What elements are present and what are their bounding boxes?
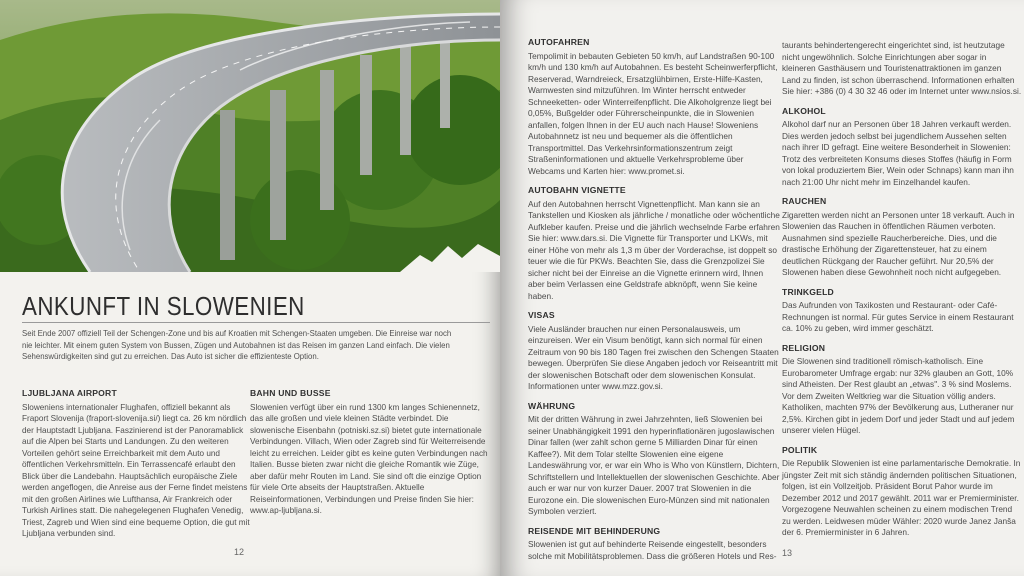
section-text: Slowenien ist gut auf behinderte Reisende eingestellt, besonders solche mit Mobilitätsproblemen. Dass die größeren Hotels und Res- — [528, 539, 777, 561]
highway-viaduct-photo — [0, 0, 500, 272]
section-text: Die Slowenen sind traditionell römisch-katholisch. Eine Eurobarometer Umfrage ergab: nur 32% glauben an Gott, 10% sind Atheisten. Der Rest glaubt an „etwas". 3 % sind Moslems. Vor dem Zweiten Weltkrieg war die Situation völlig anders. Katholiken, machten 97% der Bevölkerung aus, Lutheraner nur 2,5%. Kirchen gibt in jedem Dorf und jeder Stadt und auf jedem unserer vielen Hügel. — [782, 356, 1015, 435]
section-text: Mit der dritten Währung in zwei Jahrzehnten, ließ Slowenien bei seiner Unabhängigkeit 1991 den hyperinflationären jugoslawischen Dinar fallen (wer zahlt schon gerne 5 Milliarden Dinar für einen Kaffee?). Mit dem Tolar stellte Slowenien eine eigene Landeswährung vor, er war ein Who is Who von Künstlern, Dichtern, Schriftstellern und Intellektuellen der slowenischen Geschichte. Aber auch er war nur von kurzer Dauer. 2007 trat Slowenien in die Eurozone ein. Die slowenischen Euro-Münzen sind mit nationalen Symbolen verziert. — [528, 414, 780, 516]
page-number: 12 — [234, 547, 245, 557]
section-text: Zigaretten werden nicht an Personen unter 18 verkauft. Auch in Slowenien das Rauchen in öffentlichen Räumen verboten. Ausnahmen sind spezielle Raucherbereiche. Dies, und die drastische Erhöhung der Zigarettensteuer, hat zu einem deutlichen Rückgang der Raucher geführt. Nur 20,5% der Slowenen haben diese Gewohnheit noch nicht aufgegeben. — [782, 209, 1015, 277]
section-visas — [528, 310, 780, 393]
section-text: Sloweniens internationaler Flughafen, offiziell bekannt als Fraport Slovenija (fraport-slovenija.si/) liegt ca. 26 km nördlich der Hauptstadt Ljubljana. Faszinierend ist der Panoramablick auf die Alpen bei Starts und Landungen. Zu den weiteren Vorteilen gehört seine Erreichbarkeit mit dem Auto und öffentlichen Verkehrsmitteln. Ein Terrassencafé erlaubt den Blick über die Landebahn. Hauptsächlich europäische Ziele werden angeflogen, die Anreise aus der Ferne findet meistens mit den großen Airlines wie Lufthansa, Air Frankreich oder Turkish Airlines statt. Die nahegelegenen Flughafen Venedig, Triest, Zagreb und Wien sind eine bequeme Option, die gut mit Ljubljana verbunden sind. — [22, 402, 250, 538]
section-text: Auf den Autobahnen herrscht Vignettenpflicht. Man kann sie an Tankstellen und Kiosken als jährliche / monatliche oder wöchentliche Aufkleber kaufen. Preise und die jährlich wechselnde Farbe erfahren Sie hier: www.dars.si. Die Vignette für Transporter und LKWs, mit einer Höhe von mehr als 1,3 m über der Vorderachse, ist doppelt so teuer wie die für PKWs. Beachten Sie, dass die Grenzpolizei Sie sicher nicht bei der Einreise an die Vignette erinnern wird, Ihnen aber beim Verlassen eine Geldstrafe abknöpft, wenn Sie keine haben. — [528, 198, 780, 301]
section-heading: LJUBLJANA AIRPORT — [22, 388, 117, 398]
intro-paragraph: Seit Ende 2007 offiziell Teil der Schengen-Zone und bis auf Kroatien mit Schengen-Staaten umgeben. Die Einreise war noch nie leichter. Mit einem guten System von Bussen, Zügen und Autobahnen ist das Reisen im ganzen Land einfach. Die vielen Sehenswürdigkeiten sind gut zu erreichen. Das Auto ist sicher die effizienteste Option. — [22, 328, 452, 362]
section-text: Viele Ausländer brauchen nur einen Personalausweis, um einzureisen. Wer ein Visum benötigt, kann sich normal für einen Zeitraum von 90 bis 180 Tagen frei zwischen den Schengen Staaten bewegen. Überprüfen Sie diese Angaben jedoch vor Reiseantritt mit der slowenischen Botschaft oder dem slowenischen Konsulat. Informationen unter www.mzz.gov.si. — [528, 323, 779, 391]
section-heading: RAUCHEN — [782, 196, 827, 206]
section-text: Die Republik Slowenien ist eine parlamentarische Demokratie. In jüngster Zeit mit sich ständig ändernden politischen Situationen, folgen, ist ein Vollzeitjob. Präsident Borut Pahor wurde im Dezember 2012 und 2017 gewählt. 2011 war er Premierminister. Vorgezogene Neuwahlen scheinen zu einem modischen Trend zu werden. Leidwesen müder Wähler: 2020 wurde Janez Janša der 6. Premierminister in 6 Jahren. — [782, 458, 1021, 537]
left-page — [0, 0, 500, 576]
section-politics — [782, 445, 1022, 539]
page-number: 13 — [782, 548, 793, 558]
section-text: Alkohol darf nur an Personen über 18 Jahren verkauft werden. Dies werden jedoch selbst bei jugendlichem Aussehen selten nach ihrer ID gefragt. Eine weitere Besonderheit in Slowenien: Trotz des verbreiteten Konsums dieses Stoffes (häufig in Form von lokal produziertem Bier, Wein oder Schnaps) kann man ihn nach 21:00 Uhr nicht mehr im Einzelhandel kaufen. — [782, 119, 1014, 187]
section-heading: RELIGION — [782, 342, 826, 353]
page-title: ANKUNFT IN SLOWENIEN — [22, 291, 305, 321]
section-tipping — [782, 287, 1022, 335]
section-heading: WÄHRUNG — [528, 400, 576, 411]
section-airport — [22, 388, 250, 540]
section-heading: AUTOFAHREN — [528, 37, 590, 47]
section-driving — [528, 37, 780, 177]
section-vignette — [528, 185, 780, 302]
section-heading: TRINKGELD — [782, 286, 834, 297]
section-disabled-travellers — [528, 526, 780, 563]
section-smoking — [782, 196, 1022, 279]
section-heading: VISAS — [528, 310, 555, 320]
section-religion — [782, 343, 1022, 437]
section-train-bus — [250, 388, 488, 517]
section-text: taurants behindertengerecht eingerichtet sind, ist heutzutage nicht ungewöhnlich. Solche Einrichtungen aber sogar in kleineren Gasthäusern und Touristenattraktionen im ganzen Land zu finden, ist schon überraschend. Informationen erhalten Sie hier: +386 (0) 4 30 32 46 oder im Internet unter www.nsios.si. — [782, 40, 1022, 96]
section-text: Tempolimit in bebauten Gebieten 50 km/h, auf Landstraßen 90-100 km/h und 130 km/h auf Autobahnen. Es besteht Scheinwerferpflicht, Reserverad, Warndreieck, Ersatzglühbirnen, Erste-Hilfe-Kasten, Warnwesten sind mitzuführen. Im Winter herrscht entweder Schneeketten- oder Winterreifenpflicht. Die Alkoholgrenze liegt bei 0,05%, Bußgelder oder Führerscheinpunkte, die in Slowenien anfallen, folgen Ihnen in der EU auch nach Hause! Sloweniens Autobahnnetz ist neu und bequemer als die öffentlichen Transportmittel. Das Verkehrsinformationszentrum zeigt Straßeninformationen und aktuelle Verkehrsprobleme über Webcams und Karten hier: www.promet.si. — [528, 50, 778, 176]
section-heading: POLITIK — [782, 444, 818, 455]
right-column-b — [782, 40, 1022, 547]
section-continued — [782, 40, 1022, 98]
section-heading: BAHN UND BUSSE — [250, 388, 331, 398]
right-page — [500, 0, 1024, 576]
section-alcohol — [782, 106, 1022, 189]
section-text: Slowenien verfügt über ein rund 1300 km langes Schienennetz, das alle großen und viele kleinen Städte verbindet. Die slowenische Eisenbahn (potniski.sz.si) bietet gute internationale Verbindungen. Villach, Wien oder Zagreb sind für Weiterreisende leicht zu erreichen. Leider gibt es keine guten Verbindungen nach Italien. Busse bieten zwar nicht die gleiche Romantik wie Züge, aber dafür mehr Routen im Land. Sie sind oft die einzige Option für viele Orte abseits der Hauptstraßen. Aktuelle Reiseinformationen, Verbindungen und Preise finden Sie hier: www.ap-ljubljana.si. — [250, 402, 488, 515]
title-divider — [22, 322, 490, 323]
section-currency — [528, 401, 780, 518]
section-heading: AUTOBAHN VIGNETTE — [528, 185, 626, 195]
section-heading: REISENDE MIT BEHINDERUNG — [528, 525, 661, 536]
section-text: Das Aufrunden von Taxikosten und Restaurant- oder Café-Rechnungen ist normal. Für gutes Service in einem Restaurant ca. 10% zu geben, wird immer geschätzt. — [782, 300, 1014, 333]
right-column-a — [528, 37, 780, 570]
section-heading: ALKOHOL — [782, 105, 826, 116]
